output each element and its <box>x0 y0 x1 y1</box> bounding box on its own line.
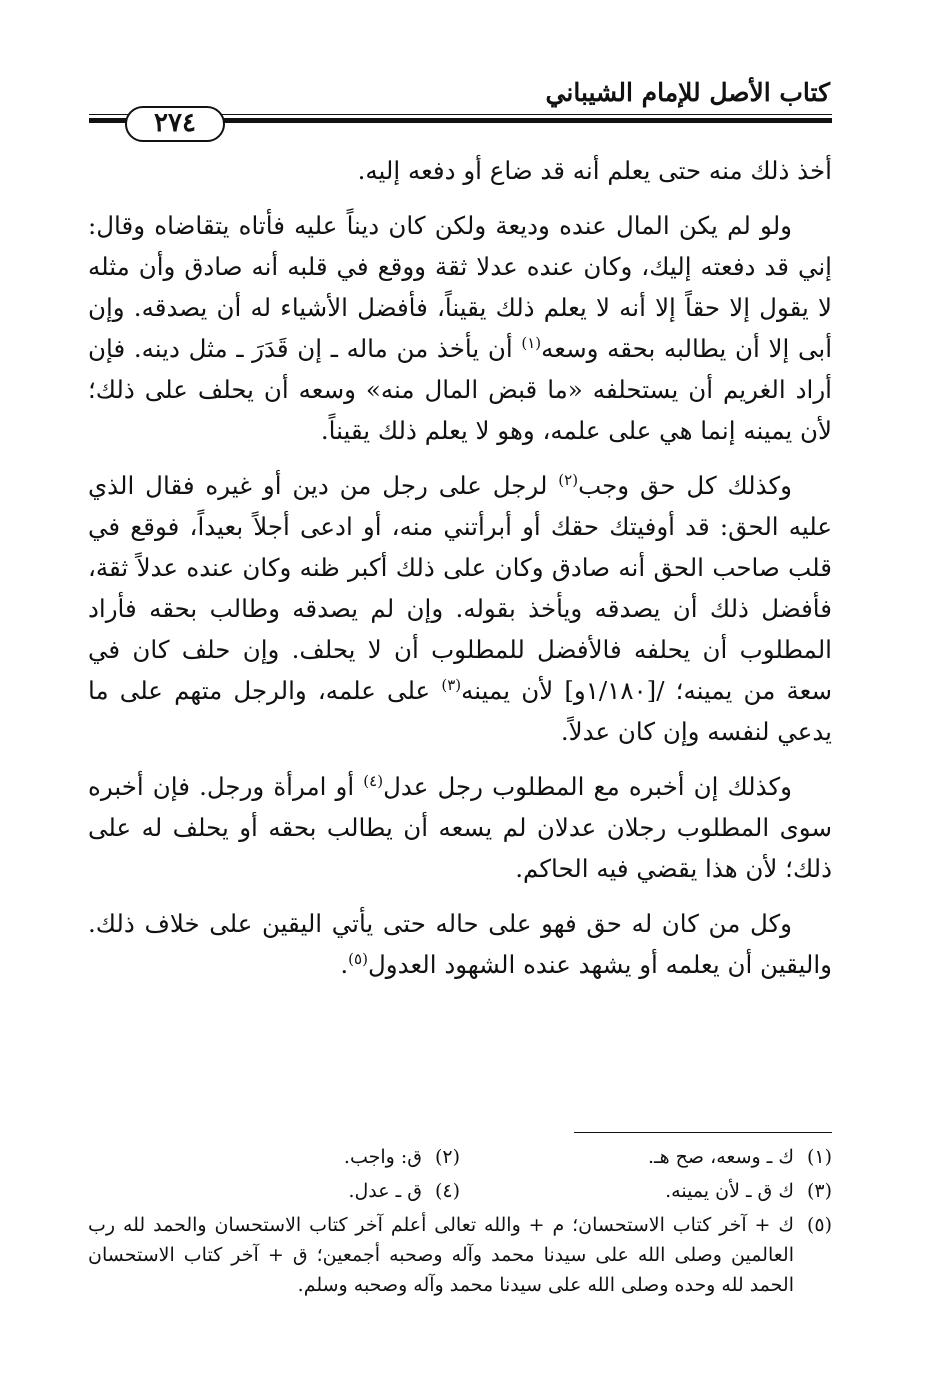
main-text <box>88 150 832 999</box>
footnote-number: (٥) <box>806 1214 832 1236</box>
footnote-4 <box>88 1174 460 1208</box>
paragraph-3 <box>88 465 832 752</box>
paragraph-text: وكل من كان له حق فهو على حاله حتى يأتي اليقين على خلاف ذلك. واليقين أن يعلمه أو يشهد عنده الشهود العدول <box>88 909 832 979</box>
footnote-ref-2[interactable]: (٢) <box>558 470 579 489</box>
paragraph-text: أو امرأة ورجل. فإن أخبره سوى المطلوب رجلان عدلان لم يسعه أن يطالب بحقه أو يحلف له على ذلك؛ لأن هذا يقضي فيه الحاكم. <box>88 772 832 883</box>
footnote-number: (٤) <box>434 1180 460 1202</box>
paragraph-text: . <box>340 950 349 979</box>
page-number: ٢٧٤ <box>125 106 225 142</box>
footnote-ref-4[interactable]: (٤) <box>363 771 384 790</box>
footnote-1 <box>460 1140 832 1174</box>
footnote-5 <box>88 1210 832 1300</box>
paragraph-text: وكذلك إن أخبره مع المطلوب رجل عدل <box>383 772 792 801</box>
paragraph-2 <box>88 205 832 451</box>
footnote-ref-5[interactable]: (٥) <box>348 949 368 968</box>
paragraph-4 <box>88 766 832 889</box>
footnote-text: ك ق ـ لأن يمينه. <box>665 1180 794 1202</box>
footnotes <box>88 1140 832 1300</box>
footnote-text: ق: واجب. <box>343 1146 422 1168</box>
footnote-text: ك + آخر كتاب الاستحسان؛ م + والله تعالى أعلم آخر كتاب الاستحسان والحمد لله رب العالمين وصلى الله على سيدنا محمد وآله وصحبه أجمعين؛ ق + آخر كتاب الاستحسان الحمد لله وحده وصلى الله على سيدنا محمد وآله وصحبه وسلم. <box>88 1214 794 1296</box>
footnote-number: (٢) <box>434 1146 460 1168</box>
footnote-text: ق ـ عدل. <box>348 1180 422 1202</box>
running-title: كتاب الأصل للإمام الشيباني <box>545 78 830 107</box>
footnote-2 <box>88 1140 460 1174</box>
paragraph-text: وكذلك كل حق وجب <box>578 471 792 500</box>
footnote-separator <box>574 1132 832 1133</box>
paragraph-text: على علمه، والرجل متهم على ما يدعي لنفسه وإن كان عدلاً. <box>88 676 832 746</box>
paragraph-5 <box>88 903 832 985</box>
footnote-row <box>88 1174 832 1208</box>
paragraph-text: أخذ ذلك منه حتى يعلم أنه قد ضاع أو دفعه إليه. <box>357 156 832 185</box>
footnote-number: (١) <box>806 1146 832 1168</box>
footnote-number: (٣) <box>806 1180 832 1202</box>
paragraph-text: أن يأخذ من ماله ـ إن قَدَرَ ـ مثل دينه. فإن أراد الغريم أن يستحلفه «ما قبض المال منه» وسعه أن يحلف على ذلك؛ لأن يمينه إنما هي على علمه، وهو لا يعلم ذلك يقيناً. <box>88 334 832 445</box>
footnote-ref-3[interactable]: (٣) <box>441 675 462 694</box>
paragraph-1 <box>88 150 832 191</box>
paragraph-text: ولو لم يكن المال عنده وديعة ولكن كان ديناً عليه فأتاه يتقاضاه وقال: إني قد دفعته إليك، وكان عنده عدلا ثقة ووقع في قلبه أنه صادق وأن مثله لا يقول إلا حقاً إلا أنه لا يعلم ذلك يقيناً، فأفضل الأشياء له أن يصدقه. وإن أبى إلا أن يطالبه بحقه وسعه <box>88 211 833 363</box>
paragraph-text: لرجل على رجل من دين أو غيره فقال الذي عليه الحق: قد أوفيتك حقك أو أبرأتني منه، أو ادعى أجلاً بعيداً، فوقع في قلب صاحب الحق أنه صادق وكان على ذلك أكبر ظنه وكان عنده عدلاً ثقة، فأفضل ذلك أن يصدقه ويأخذ بقوله. وإن لم يصدقه وطالب بحقه فأراد المطلوب أن يحلفه فالأفضل للمطلوب أن لا يحلف. وإن حلف كان في سعة من يمينه؛ /[١/١٨٠و] لأن يمينه <box>88 471 832 705</box>
footnote-text: ك ـ وسعه، صح هـ. <box>648 1146 794 1168</box>
footnote-3 <box>460 1174 832 1208</box>
footnote-ref-1[interactable]: (١) <box>521 333 542 352</box>
footnote-row <box>88 1140 832 1174</box>
